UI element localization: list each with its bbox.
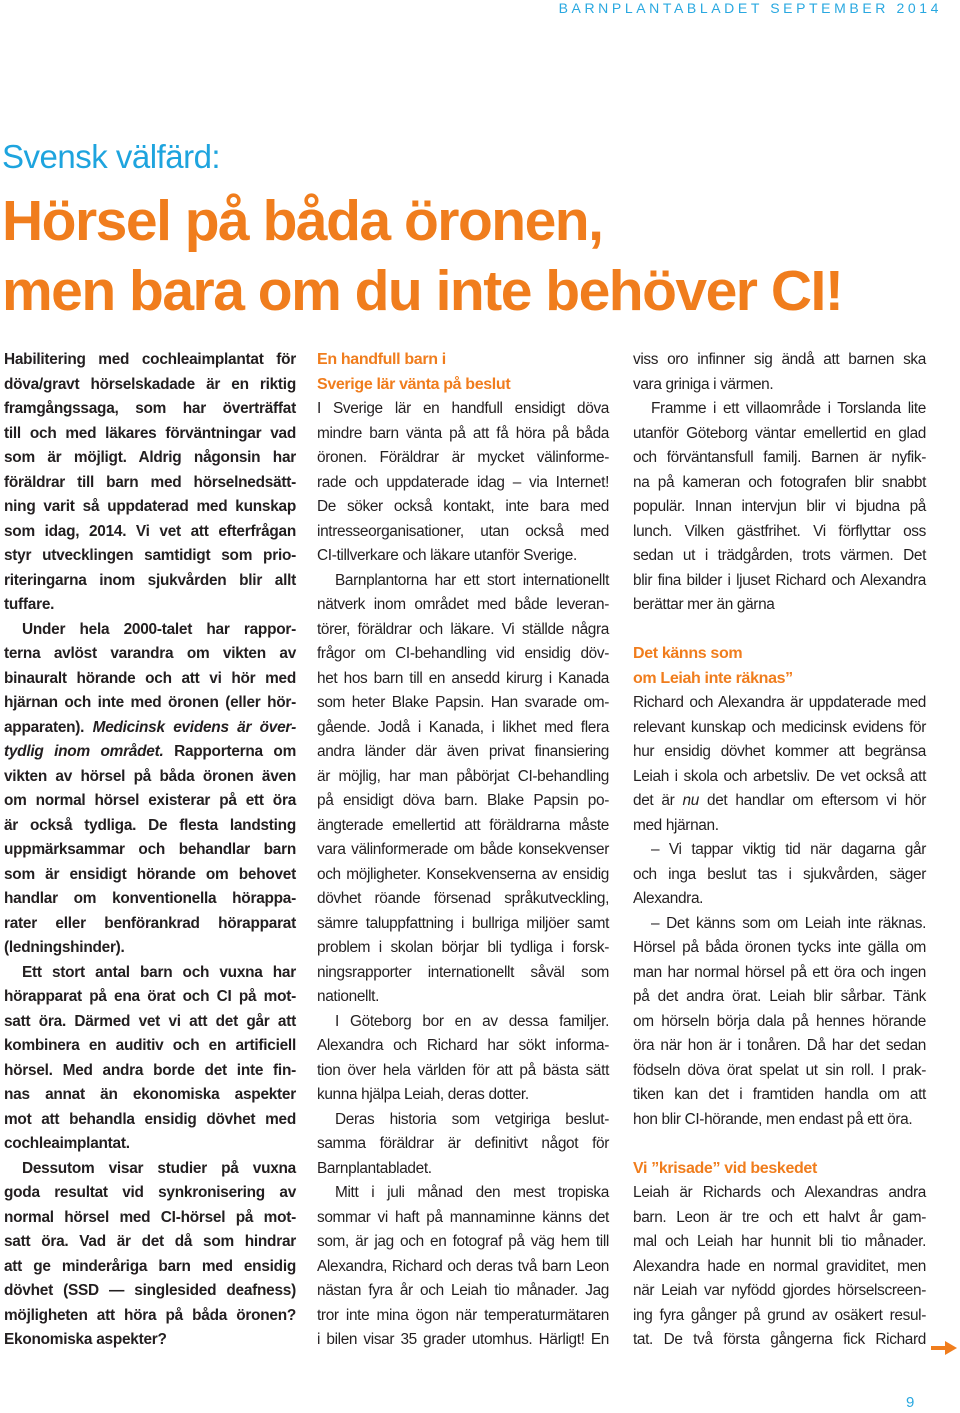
text-line: man har normal hörsel på ett öra och ingen xyxy=(633,963,926,981)
text-line: riteringarna inom sjukvården blir allt xyxy=(4,571,296,589)
text-line: dövhet röande försenad språkutveckling, xyxy=(317,890,609,907)
text-line: mindre barn vänta på att få höra på båda xyxy=(317,424,609,442)
text-line: Framme i ett villaområde i Torslanda lite xyxy=(651,400,926,417)
text-line: terna avlöst varandra om vikten av xyxy=(4,645,296,662)
text-line: tiken kan det i framtiden handla om att xyxy=(633,1086,926,1103)
text-line: Dessutom visar studier på vuxna xyxy=(22,1159,296,1177)
text-line: intresseorganisationer, utan också med xyxy=(317,522,609,540)
text-line: andra länder där även privat finansiering xyxy=(317,743,609,760)
text-line: Barnplantabladet. xyxy=(317,1159,432,1177)
text-line: döva/gravt hörselskadade är en riktig xyxy=(4,375,296,393)
text-line: hon blir CI-hörande, men endast på ett öra. xyxy=(633,1110,913,1128)
text-line: frågor om CI-behandling vid ensidig döv- xyxy=(317,645,609,662)
text-line: berättar mer än gärna xyxy=(633,596,775,613)
text-line: i bilen visar 35 grader utomhus. Härligt! En xyxy=(317,1331,609,1348)
text-line: törer, föräldrar och läkare. Vi ställde några xyxy=(317,620,609,638)
text-line: framgångssaga, som har överträffat xyxy=(4,400,296,417)
text-line: hjärnan och inte med öronen (eller hör- xyxy=(4,694,296,711)
text-line: Mitt i juli månad den mest tropiska xyxy=(335,1184,609,1201)
text-line: om hörseln börja dala på hennes hörande xyxy=(633,1012,926,1030)
text-line: cochleaimplantat. xyxy=(4,1135,130,1152)
text-line: goda resultat vid synkronisering av xyxy=(4,1184,296,1201)
text-line: lunch. Vilken gästfrihet. Vi förflyttar oss xyxy=(633,522,926,540)
running-header: BARNPLANTABLADET SEPTEMBER 2014 xyxy=(558,0,942,16)
text-line: ängterade emellertid att föräldrarna måste xyxy=(317,816,609,834)
text-line: binauralt hörande och att vi hör med xyxy=(4,669,296,687)
text-line: vara griniga i värmen. xyxy=(633,375,774,393)
text-line: – Det känns som om Leiah inte räknas. xyxy=(651,914,926,932)
text-line: gående. Jodå i Kanada, i likhet med flera xyxy=(317,718,609,736)
text-line: – Vi tappar viktig tid när dagarna går xyxy=(651,841,926,858)
text-line: tat. De två första gångerna fick Richard xyxy=(633,1331,926,1348)
text-line: nästan fyra år och Leiah tio månader. Jag xyxy=(317,1282,609,1299)
text-line: hörapparat på ena örat och CI på mot- xyxy=(4,988,296,1005)
text-line: satt öra. Vad är det då som hindrar xyxy=(4,1233,296,1250)
text-line: viss oro infinner sig ändå att barnen ska xyxy=(633,351,926,368)
text-line: tydlig inom området. Rapporterna om xyxy=(4,743,296,760)
text-line: öronen. Föräldrar är mycket välinforme- xyxy=(317,449,609,466)
text-line: blir fina bilder i ljuset Richard och Alexandra xyxy=(633,571,926,589)
text-line: hörsel. Med andra borde det inte fin- xyxy=(4,1061,296,1079)
text-line: vara välinformerade om både konsekvenser xyxy=(317,841,609,858)
text-line: Hörsel på båda öronen tycks inte gälla om xyxy=(633,939,926,956)
text-line: möjligheten att höra på båda öronen? xyxy=(4,1306,296,1324)
text-column-2 xyxy=(317,348,609,1353)
text-line: Alexandra. xyxy=(633,890,704,907)
text-line: I Göteborg bor en av dessa familjer. xyxy=(335,1012,609,1030)
text-line: kombinera en auditiv och en artificiell xyxy=(4,1037,296,1054)
text-line: öra när hon är i tonåren. Då har det sedan xyxy=(633,1037,926,1054)
text-line: normal hörsel med CI-hörsel på mot- xyxy=(4,1208,296,1226)
subheading-line: om Leiah inte räknas” xyxy=(633,669,793,687)
text-line: som är möjligt. Aldrig någonsin har xyxy=(4,449,296,466)
text-line: på det andra örat. Leiah blir sårbar. Tänk xyxy=(633,988,926,1005)
text-line: att ge minderåriga barn med ensidig xyxy=(4,1257,296,1275)
text-line: rater eller benförankrad hörapparat xyxy=(4,914,296,932)
text-line: och förväntansfull familj. Barnen är nyfik- xyxy=(633,449,926,466)
text-line: na på kameran och fotografen blir snabbt xyxy=(633,473,926,491)
text-line: sämre taluppfattning i bullriga miljöer samt xyxy=(317,914,609,932)
text-line: som heter Blake Papsin. Han svarade om- xyxy=(317,694,609,711)
text-line: dövhet (SSD — singlesided deafness) xyxy=(4,1282,296,1299)
text-line: vikten av hörsel på båda öronen även xyxy=(4,767,296,785)
subheading-line: Det känns som xyxy=(633,645,743,662)
text-line: samma föräldrar är definitivt något för xyxy=(317,1135,609,1152)
text-line: barn. Leon är tre och ett halvt år gam- xyxy=(633,1208,926,1226)
arrow-right-icon xyxy=(931,1340,957,1356)
text-line: hur ensidig dövhet kommer att begränsa xyxy=(633,743,926,760)
text-line: tion över hela världen för att på bästa sätt xyxy=(317,1061,609,1079)
text-line: Alexandra, Richard och deras två barn Leon xyxy=(317,1257,609,1275)
text-line: till och med läkares förväntningar vad xyxy=(4,424,296,442)
text-line: tror inte mina ögon när temperaturmätaren xyxy=(317,1306,609,1324)
text-line: Barnplantorna har ett stort internationellt xyxy=(335,571,609,589)
text-line: I Sverige lär en handfull ensidigt döva xyxy=(317,400,609,417)
headline-line: Hörsel på båda öronen, xyxy=(2,189,603,253)
text-line: sommar vi haft på mannaminne känns det xyxy=(317,1208,609,1226)
text-line: handlar om konventionella hörappa- xyxy=(4,890,296,907)
text-line: är också tydliga. De flesta landsting xyxy=(4,816,296,834)
text-line: Leiah i skola och arbetsliv. De vet också att xyxy=(633,767,926,785)
text-line: som är ensidigt hörande om behovet xyxy=(4,865,296,883)
text-line: Alexandra och Richard har sökt informa- xyxy=(317,1037,609,1054)
text-line: mot att behandla ensidig dövhet med xyxy=(4,1110,296,1128)
subheading-line: Sverige lär vänta på beslut xyxy=(317,375,511,393)
text-line: nätverk inom området med både leveran- xyxy=(317,596,609,613)
text-line: utanför Göteborg väntar emellertid en glad xyxy=(633,424,926,442)
text-line: tuffare. xyxy=(4,596,55,613)
text-line: CI-tillverkare och läkare utanför Sverige. xyxy=(317,547,577,564)
text-line: Ett stort antal barn och vuxna har xyxy=(22,963,296,981)
text-line: rade och uppdaterade idag – via Internet! xyxy=(317,473,609,491)
text-line: som idag, 2014. Vi vet att efterfrågan xyxy=(4,522,296,540)
text-line: Deras historia som vetgiriga beslut- xyxy=(335,1110,609,1128)
text-line: apparaten). Medicinsk evidens är över- xyxy=(4,718,297,736)
text-line: som, är jag och en fotograf på väg hem till xyxy=(317,1233,609,1250)
text-line: med hjärnan. xyxy=(633,816,719,834)
text-line: ning varit så uppdaterad med kunskap xyxy=(4,498,296,515)
subheading-line: Vi ”krisade” vid beskedet xyxy=(633,1159,817,1177)
text-column-3 xyxy=(633,348,926,1353)
text-line: het hos barn till en ansedd kirurg i Kanada xyxy=(317,669,609,687)
text-line: Habilitering med cochleaimplantat för xyxy=(4,351,296,368)
text-line: sedan ut i trädgården, trots värmen. Det xyxy=(633,547,926,564)
text-line: Under hela 2000-talet har rappor- xyxy=(22,620,296,638)
article-headline xyxy=(2,186,952,326)
text-line: på ensidigt döva barn. Blake Papsin po- xyxy=(317,792,609,809)
text-line: och inga beslut tas i sjukvården, säger xyxy=(633,865,926,883)
text-line: födseln döva örat spelat ut sin roll. I prak- xyxy=(633,1061,926,1079)
text-line: kunna hjälpa Leiah, deras dotter. xyxy=(317,1086,529,1103)
text-line: föräldrar till barn med hörselnedsätt- xyxy=(4,473,296,491)
text-line: ing fyra gånger på grund av osäkert resul- xyxy=(633,1306,926,1324)
spacer xyxy=(633,618,926,643)
text-line: uppmärksammar och behandlar barn xyxy=(4,841,296,858)
text-line: det är nu det handlar om eftersom vi hör xyxy=(633,792,927,809)
text-line: om normal hörsel existerar på ett öra xyxy=(4,792,296,809)
text-line: relevant kunskap och medicinsk evidens för xyxy=(633,718,926,736)
text-line: Ekonomiska aspekter? xyxy=(4,1331,167,1348)
article-kicker: Svensk välfärd: xyxy=(2,138,221,175)
text-line: mal och Leiah har hunnit bli tio månader. xyxy=(633,1233,926,1250)
text-line: ningsrapporter internationellt såväl som xyxy=(317,963,609,981)
text-line: De söker också kontakt, inte bara med xyxy=(317,498,609,515)
text-line: problem i skolan börjar bli tydliga i forsk- xyxy=(317,939,609,956)
page-number: 9 xyxy=(906,1394,915,1411)
subheading-line: En handfull barn i xyxy=(317,351,446,368)
text-line: när Leiah var nyfödd gjordes hörselscreen- xyxy=(633,1282,926,1299)
text-line: populär. Innan intervjun blir vi bjudna på xyxy=(633,498,926,515)
text-line: styr utvecklingen samtidigt som prio- xyxy=(4,547,296,564)
text-column-1 xyxy=(4,348,296,1353)
text-line: nas annat än ekonomiska aspekter xyxy=(4,1086,296,1103)
text-line: satt öra. Därmed vet vi att det går att xyxy=(4,1012,296,1030)
headline-line: men bara om du inte behöver CI! xyxy=(2,259,843,323)
text-line: Alexandra hade en normal graviditet, men xyxy=(633,1257,926,1275)
text-line: Richard och Alexandra är uppdaterade med xyxy=(633,694,926,711)
text-line: och möjligheter. Konsekvenserna av ensidig xyxy=(317,865,609,883)
text-line: är möjlig, har man påbörjat CI-behandling xyxy=(317,767,609,785)
text-line: Leiah är Richards och Alexandras andra xyxy=(633,1184,926,1201)
text-line: (ledningshinder). xyxy=(4,939,125,956)
spacer xyxy=(633,1132,926,1157)
text-line: nationellt. xyxy=(317,988,380,1005)
